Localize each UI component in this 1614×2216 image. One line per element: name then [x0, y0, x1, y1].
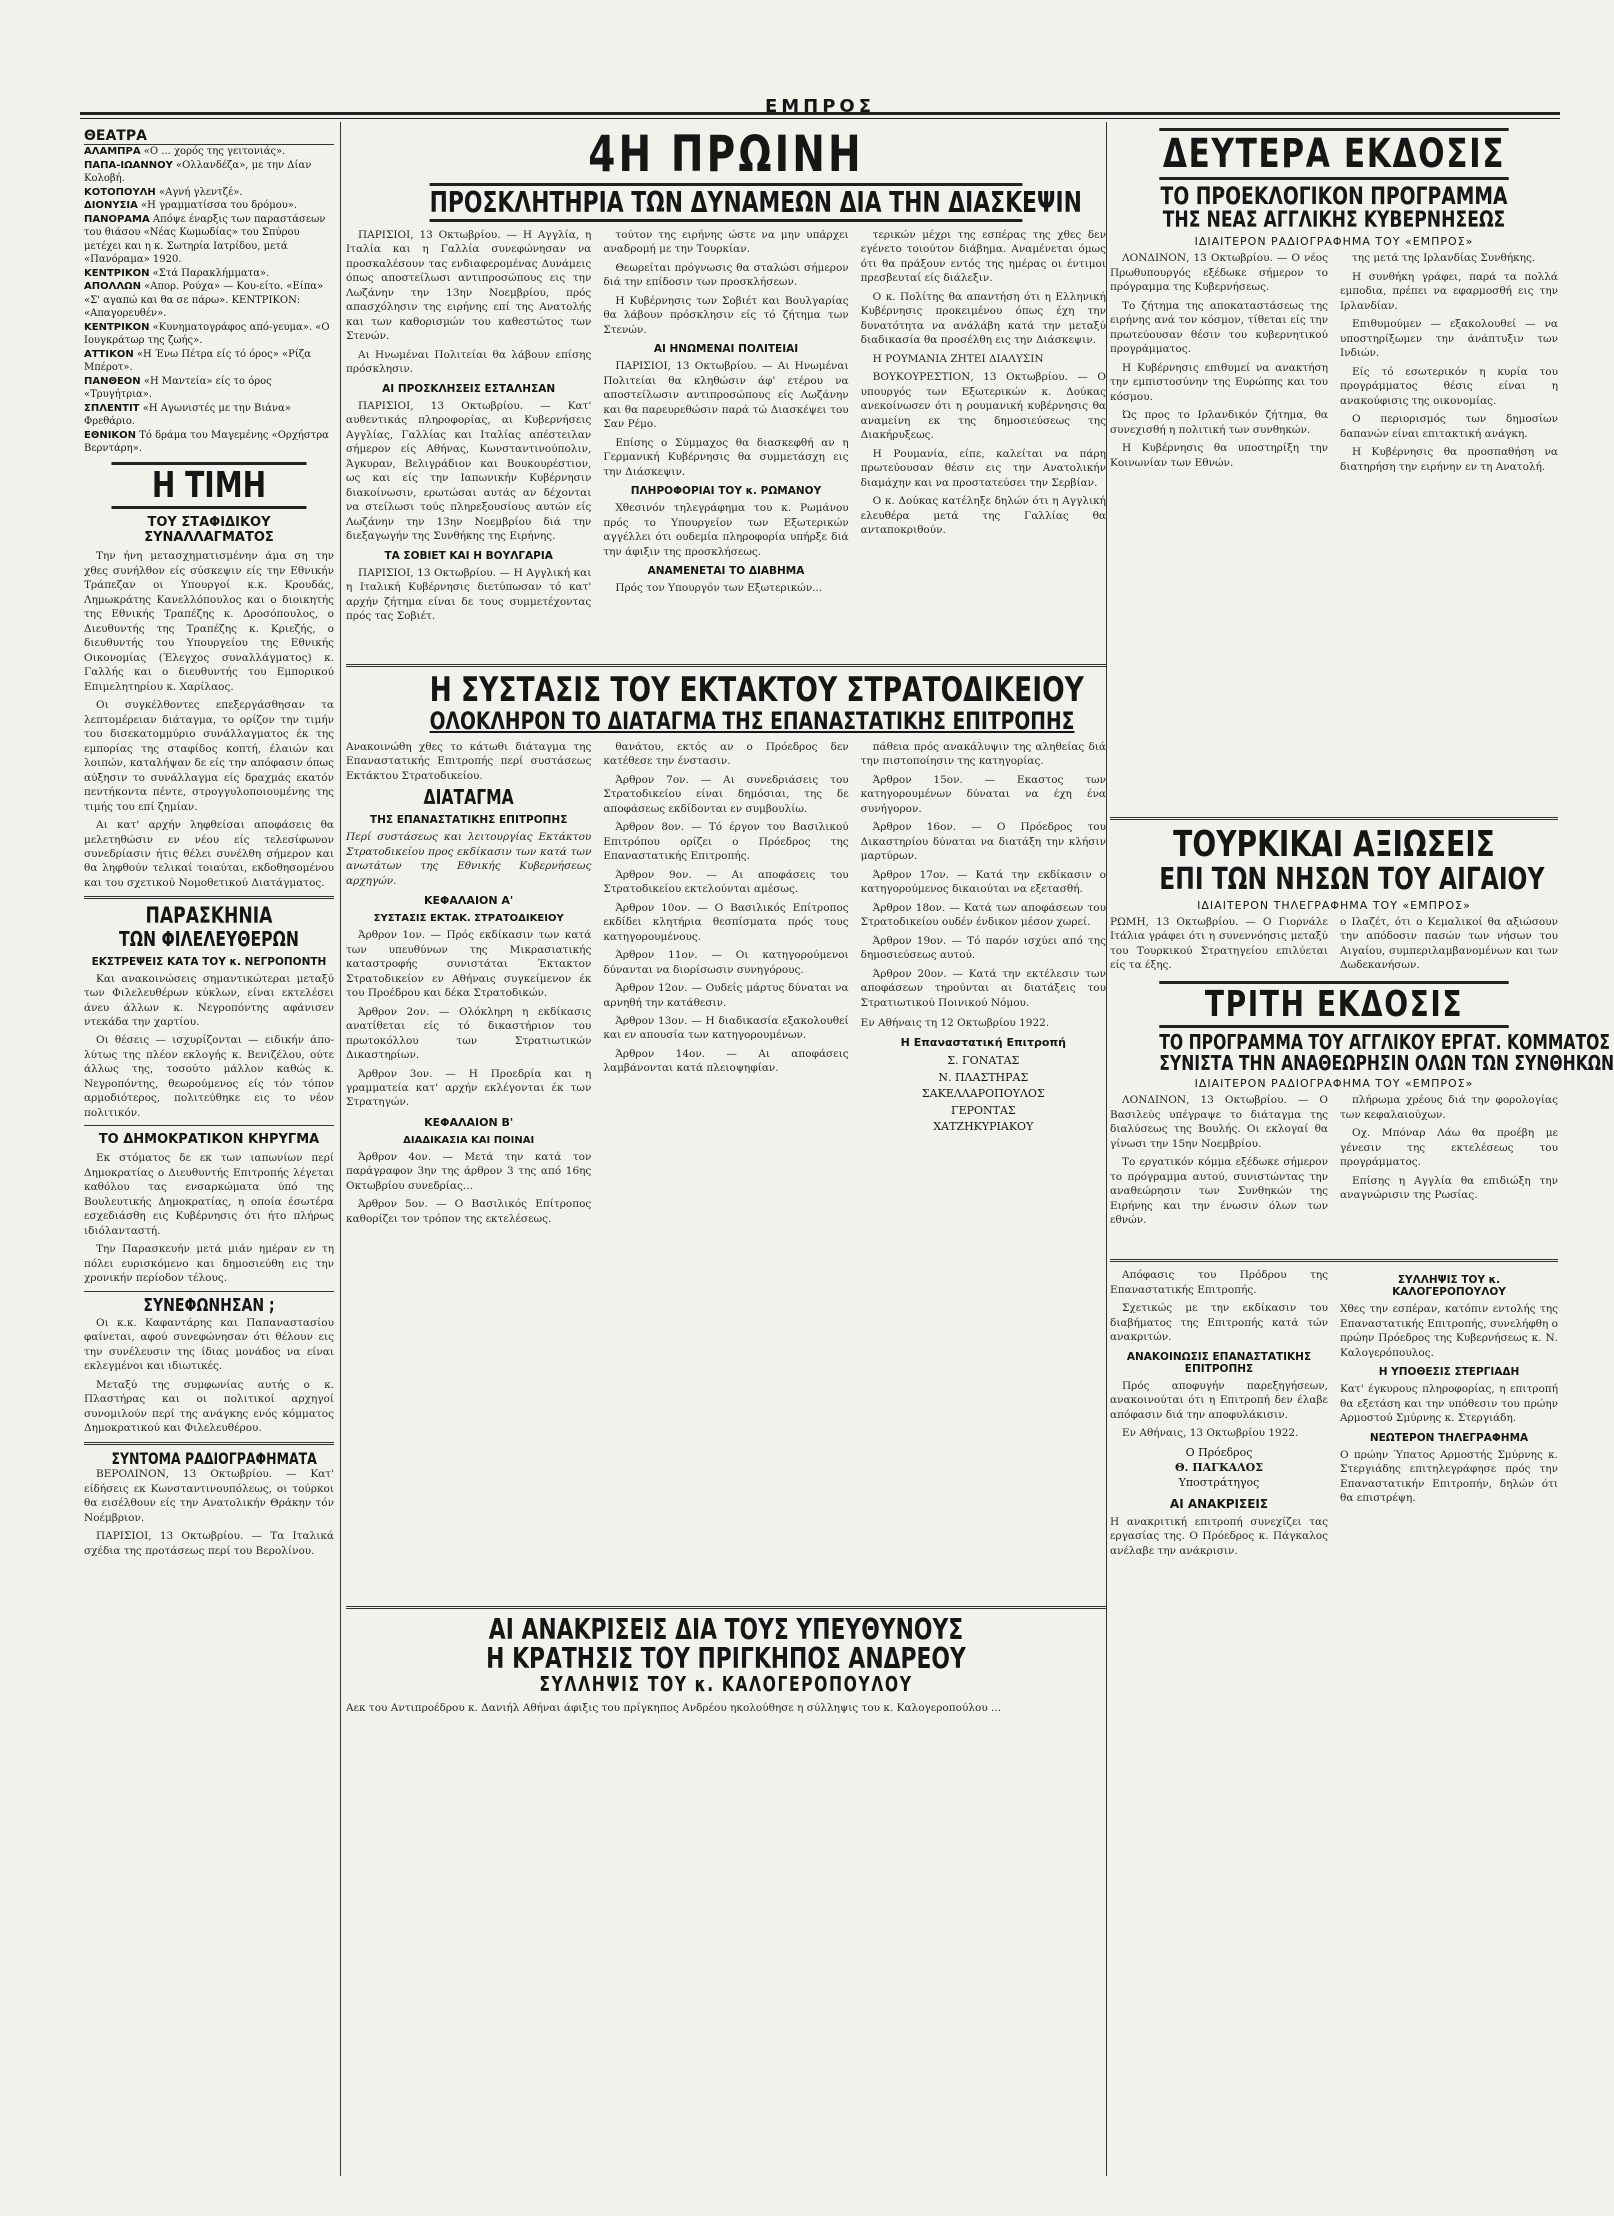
paragraph: Άρθρον 3ον. — Η Προεδρία και η γραμματεία κατ' αρχήν εκλέγονται έκ των Στρατηγών. [346, 1067, 592, 1109]
signature-block [1110, 1445, 1328, 1491]
paragraph: Άρθρον 8ον. — Τό έργον του Βασιλικού Επιτρόπου ορίζει ο Πρόεδρος της Επαναστατικής Επιτροπής. [603, 821, 849, 863]
theatre-listing [84, 159, 334, 186]
signature-rank: Υποστράτηγος [1178, 1476, 1260, 1490]
edition-title: ΤΡΙΤΗ ΕΚΔΟΣΙΣ [1159, 981, 1508, 1029]
article-columns [1110, 1093, 1558, 1253]
signer-name: ΣΑΚΕΛΛΑΡΟΠΟΥΛΟΣ [921, 1087, 1045, 1101]
section-subhead: ΤΑ ΣΟΒΙΕΤ ΚΑΙ Η ΒΟΥΛΓΑΡΙΑ [384, 549, 553, 562]
decree-columns [346, 740, 1106, 1600]
article-subtitle: ΤΟΥ ΣΤΑΦΙΔΙΚΟΥ ΣΥΝΑΛΛΑΓΜΑΤΟΣ [144, 515, 274, 546]
paragraph: Ο κ. Πολίτης θα απαντήση ότι η Ελληνική Κυβέρνησις προκειμένου όπως έχη την δυνατότητα να ανάλάβη κατά την μεταξύ διαδικασία θα προσέλθη εις την Διάσκεψιν. [860, 290, 1106, 347]
theatre-listing [84, 280, 334, 321]
signature-title: Ο Πρόεδρος [1185, 1445, 1253, 1459]
section-subhead: ΝΕΩΤΕΡΟΝ ΤΗΛΕΓΡΑΦΗΜΑ [1369, 1431, 1529, 1444]
paragraph: Οι κ.κ. Καφαντάρης και Παπαναστασίου φαίνεται, αφού συνεφώνησαν ότι θέλουν εις την συνέλευσιν της ίδιας μονάδος να είναι εκλεγμένοι και ιδιωτικές. [84, 1316, 334, 1373]
masthead-rule [80, 112, 1560, 115]
article-body [1110, 1379, 1328, 1441]
theatre-listing [84, 402, 334, 429]
paragraph: Επιθυμούμεν — εξακολουθεί — να υποστηρίξωμεν την άνάπτυξιν των Ινδιών. [1340, 318, 1558, 360]
center-column [346, 125, 1106, 2176]
theatre-program: «Κυνηματογράφος από-γευμα». «Ο Ιουγκράτωρ της ζωής». [84, 321, 330, 346]
divider [1110, 817, 1558, 820]
secondary-headline: ΣΥΝΙΣΤΑ ΤΗΝ ΑΝΑΘΕΩΡΗΣΙΝ ΟΛΩΝ ΤΩΝ ΣΥΝΘΗΚΩΝ [1159, 1051, 1614, 1076]
main-headline: ΤΟ ΠΡΟΓΡΑΜΜΑ ΤΟΥ ΑΓΓΛΙΚΟΥ ΕΡΓΑΤ. ΚΟΜΜΑΤΟΣ [1159, 1030, 1611, 1055]
theatre-listing [84, 429, 334, 456]
article-body [1110, 251, 1328, 811]
theatre-name: ΑΠΟΛΛΩΝ [84, 281, 141, 292]
signer-name: ΓΕΡΟΝΤΑΣ [950, 1103, 1016, 1117]
paragraph: θανάτου, εκτός αν ο Πρόεδρος δεν κατέθεσε την ένστασιν. [603, 740, 849, 768]
section-subhead: ΣΥΛΛΗΨΙΣ ΤΟΥ κ. ΚΑΛΟΓΕΡΟΠΟΥΛΟΥ [1392, 1274, 1506, 1299]
article-body [603, 501, 848, 559]
main-headline: ΑΙ ΑΝΑΚΡΙΣΕΙΣ ΔΙΑ ΤΟΥΣ ΥΠΕΥΘΥΝΟΥΣ [488, 1612, 964, 1646]
article-title-line2: ΤΩΝ ΦΙΛΕΛΕΥΘΕΡΩΝ [119, 926, 299, 951]
paragraph: Επίσης ο Σύμμαχος θα διασκεφθή αν η Γερμανική Κυβέρνησις θα συμμετάσχη εις την Διάσκεψιν. [603, 436, 849, 478]
paragraph: Άρθρον 19ον. — Τό παρόν ισχύει από της δημοσιεύσεως αυτού. [860, 934, 1106, 962]
paragraph: Άρθρον 14ον. — Αι αποφάσεις λαμβάνονται κατά πλειοψηφίαν. [603, 1047, 849, 1075]
paragraph: Την Παρασκευήν μετά μιάν ημέραν εν τη πόλει ευρισκόμενο και δημοσιεύθη εις την χρονικήν περίοδον τέλους. [84, 1243, 334, 1285]
theatre-name: ΑΤΤΙΚΟΝ [84, 348, 134, 360]
paragraph: Άρθρον 17ον. — Κατά την εκδίκασιν ο κατηγορούμενος δικαιούται να εξετασθή. [860, 868, 1106, 896]
paragraph: Μεταξύ της συμφωνίας αυτής ο κ. Πλαστήρας και οι πολιτικοί αρχηγοί συνομιλούν περί της ανάγκης ενός κόμματος Δημοκρατικού και Φιλελευθέρου. [84, 1378, 334, 1435]
theatre-listing [84, 321, 334, 348]
chapter-title: ΚΕΦΑΛΑΙΟΝ Α' [424, 894, 514, 908]
paragraph: Άρθρον 9ον. — Αι αποφάσεις του Στρατοδικείου εκτελούνται αμέσως. [603, 868, 849, 896]
decree-articles [346, 928, 591, 1110]
article-title: ΣΥΝΤΟΜΑ ΡΑΔΙΟΓΡΑΦΗΜΑΤΑ [111, 1448, 317, 1468]
article-title: Η ΤΙΜΗ [112, 462, 307, 510]
article-body [84, 1316, 334, 1436]
paragraph: πάθεια πρός ανακάλυψιν της αληθείας διά την πιστοποίησιν της κατηγορίας. [860, 740, 1106, 768]
section-subhead: ΑΙ ΠΡΟΣΚΛΗΣΕΙΣ ΕΣΤΑΛΗΣΑΝ [382, 382, 556, 395]
article-body [1340, 1093, 1558, 1253]
secondary-headline: ΕΠΙ ΤΩΝ ΝΗΣΩΝ ΤΟΥ ΑΙΓΑΙΟΥ [1159, 862, 1545, 898]
dispatch-label: ΙΔΙΑΙΤΕΡΟΝ ΤΗΛΕΓΡΑΦΗΜΑ ΤΟΥ «ΕΜΠΡΟΣ» [1197, 898, 1471, 912]
paragraph: ΠΑΡΙΣΙΟΙ, 13 Οκτωβρίου. — Η Αγγλία, η Ιταλία και η Γαλλία συνεφώνησαν να προσκαλέσουν τας ενδιαφερομένας Δυνάμεις όπως αποστείλωσι αντιπροσώπους εις την Λωζάνην την 13ην Νοεμβρίου, πρός απασχόλησιν της ειρήνης επί της Ανατολής και των καθορισμών του καθεστώτος των Στενών. [346, 228, 592, 343]
paragraph: τερικών μέχρι της εσπέρας της χθες δεν εγένετο τοιούτον διάβημα. Αναμένεται όμως ότι θα πράξουν εντός της ημέρας οι έντιμοι πρεσβευταί είς διάλεξιν. [860, 228, 1106, 285]
signer-name: Ν. ΠΛΑΣΤΗΡΑΣ [938, 1070, 1029, 1084]
divider [84, 896, 334, 899]
article-title: ΣΥΝΕΦΩΝΗΣΑΝ ; [143, 1294, 275, 1316]
signature-name: Θ. ΠΑΓΚΑΛΟΣ [1175, 1461, 1263, 1475]
chapter-subtitle: ΣΥΣΤΑΣΙΣ ΕΚΤΑΚ. ΣΤΡΑΤΟΔΙΚΕΙΟΥ [373, 913, 564, 925]
paragraph: Ο περιορισμός των δημοσίων δαπανών είναι επιτακτική ανάγκη. [1340, 413, 1558, 440]
paragraph: Οχ. Μπόναρ Λάω θα προέβη με γένεσιν της εκτελέσεως του προγράμματος. [1340, 1127, 1558, 1169]
theatre-program: Απόψε έναρξις των παραστάσεων του θιάσου «Νέας Κωμωδίας» του Σπύρου μετέχει και η κ. Σωτηρία Ιατρίδου, μετά «Πανόραμα» 1920. [84, 213, 326, 265]
main-headline: ΤΟΥΡΚΙΚΑΙ ΑΞΙΩΣΕΙΣ [1173, 824, 1495, 866]
paragraph: ΠΑΡΙΣΙΟΙ, 13 Οκτωβρίου. — Τα Ιταλικά σχέδια της προτάσεως περί του Βερολίνου. [84, 1530, 334, 1557]
paragraph: ΠΑΡΙΣΙΟΙ, 13 Οκτωβρίου. — Αι Ηνωμέναι Πολιτείαι θα κληθώσιν άφ' ετέρου να αποστείλωσιν αντιπροσώπους είς Λωζάνην και θα παρευρεθώσιν παρά τώ Διασκέψει του Σαν Ρέμο. [603, 360, 849, 431]
paragraph: Εν Αθήναις, 13 Οκτωβρίου 1922. [1122, 1427, 1299, 1440]
paragraph: Η ΡΟΥΜΑΝΙΑ ΖΗΤΕΙ ΔΙΑΛΥΣΙΝ [872, 352, 1044, 365]
paragraph: Αι κατ' αρχήν ληφθείσαι αποφάσεις θα μελετηθώσιν εν νέου είς τελεσίφωνον συνεδρίασιν ήτις θέλει συνέλθη σήμερον και θα ληφθούν τελικαί τοιαύται, εκδοθησομένου και του σχετικού Νομοθετικού Διατάγματος. [84, 819, 334, 889]
article-body [1110, 1093, 1328, 1253]
theatre-name: ΠΑΝΟΡΑΜΑ [84, 213, 150, 225]
article-body [84, 1467, 334, 1558]
main-headline: ΤΟ ΠΡΟΕΚΛΟΓΙΚΟΝ ΠΡΟΓΡΑΜΜΑ [1160, 182, 1508, 210]
edition-title: 4Η ΠΡΩΙΝΗ [588, 125, 864, 183]
masthead-rule-thin [80, 118, 1560, 119]
paragraph: ΛΟΝΔΙΝΟΝ, 13 Οκτωβρίου. — Ο Βασιλεύς υπέγραψε το διάταγμα της διαλύσεως της Βουλής. Οι εκλογαί θα γίνωσι την 15ην Νοεμβρίου. [1110, 1094, 1328, 1150]
article-body: ΡΩΜΗ, 13 Οκτωβρίου. — Ο Γιορνάλε Ιτάλια γράφει ότι η συνεννόησις μεταξύ του Τουρκικού Στρατηγείου επιλύεται είς τα έξης. [1110, 915, 1328, 972]
decree-note: Περί συστάσεως και λειτουργίας Εκτάκτου Στρατοδικείου προς εκδίκασιν των κατά των ανωτάτων της Εθνικής Κυβερνήσεως αρχηγών. [346, 831, 592, 887]
divider [84, 1125, 334, 1126]
theatre-listing [84, 267, 334, 281]
paragraph: Ώς προς το Ιρλανδικόν ζήτημα, θα συνεχισθή η πολιτική των συνθηκών. [1110, 409, 1328, 436]
decree-signature-title: Η Επαναστατική Επιτροπή [900, 1036, 1066, 1050]
signer-name: Σ. ΓΟΝΑΤΑΣ [947, 1054, 1020, 1068]
theatre-program: «Ολλανδέζα», με την Δίαν Κολοβή. [84, 159, 312, 184]
theatre-listing [84, 186, 334, 200]
paragraph: Η συνθήκη γράφει, παρά τα πολλά εμποδια, πρέπει να εφαρμοσθή εις την Ιρλανδίαν. [1340, 270, 1558, 312]
decree-signers [861, 1053, 1106, 1136]
secondary-headline: ΤΗΣ ΝΕΑΣ ΑΓΓΛΙΚΗΣ ΚΥΒΕΡΝΗΣΕΩΣ [1162, 208, 1506, 234]
paragraph: Άρθρον 10ον. — Ο Βασιλικός Επίτροπος εκδίδει κλητήρια θεσπίσματα πρός τους κατηγορουμένους. [603, 901, 849, 943]
paragraph: Άρθρον 16ον. — Ο Πρόεδρος του Δικαστηρίου δύναται να διατάξη την κλήσιν μαρτύρων. [860, 821, 1106, 863]
paragraph: ΒΕΡΟΛΙΝΟΝ, 13 Οκτωβρίου. — Κατ' είδήσεις εκ Κωνσταντινουπόλεως, οι τούρκοι θα εισέλθουν είς την Ανατολικήν Θράκην τόν Νοέμβριον. [84, 1468, 334, 1524]
article-columns [1110, 915, 1558, 973]
paragraph: Άρθρον 20ον. — Κατά την εκτέλεσιν των αποφάσεων τηρούνται αι διατάξεις του Στρατιωτικού Ποινικού Νόμου. [860, 967, 1106, 1009]
divider [346, 1606, 1106, 1609]
running-head: ΕΜΠΡΟΣ [764, 96, 876, 117]
paragraph: Άρθρον 5ον. — Ο Βασιλικός Επίτροπος καθορίζει τον τρόπον της εκτελέσεως. [346, 1198, 592, 1225]
paragraph: Η Ρουμανία, είπε, καλείται να πάρη πρωτεύουσαν θέσιν εις την Ανατολικήν διαμάχην και να προστατεύσει την Σερβίαν. [860, 447, 1106, 489]
divider [346, 664, 1106, 667]
paragraph: Άρθρον 13ον. — Η διαδικασία εξακολουθεί και εν απουσία των κατηγορουμένων. [603, 1015, 849, 1042]
theatre-program: «Η Μαντεία» είς το όρος «Τρυγήτρια». [84, 375, 272, 400]
theatre-listing [84, 348, 334, 375]
paragraph: Άρθρον 15ον. — Εκαστος των κατηγορουμένων δύναται να έχη ένα συνήγορον. [860, 773, 1106, 815]
theatre-program: «Αγνή γλεντζέ». [155, 186, 243, 198]
article-body [1340, 251, 1558, 811]
paragraph: Θεωρείται πρόγνωσις θα σταλώσι σήμερον διά την επίδοσιν των προσκλήσεων. [603, 261, 849, 289]
left-column [84, 128, 334, 2176]
paragraph: Άρθρον 18ον. — Κατά των αποφάσεων του Στρατοδικείου ουδέν ένδικον μέσον χωρεί. [860, 901, 1106, 929]
paragraph: Την ήνη μετασχηματισμένην άμα ση την χθες συνήλθον είς σύσκεψιν είς την Εθνικήν Τράπεζαν οι Υπουργοί κ.κ. Κρουδάς, Λημωκράτης Κανελλόπουλος και ο διοικητής της Εθνικής Τραπέζης κ. Δροσόπουλος, ο Διευθυντής της Τραπέζης κ. Κριεζής, ο διευθυντής του Υπουργείου της Εθνικής Οικονομίας (Έλεγχος συναλλάγματος) κ. Γαλλής και ο διευθυντής του Εμπορικού Επιμελητηρίου κ. Χαρίλαος. [84, 550, 334, 693]
theatre-name: ΣΠΛΕΝΤΙΤ [84, 402, 140, 414]
paragraph: Η Κυβέρνησις θα προσπαθήση να διατηρήση την ειρήνην εν τη Ανατολή. [1340, 446, 1558, 473]
divider [84, 1442, 334, 1445]
theatre-program: «Η γραμματίσσα του δρόμου». [137, 200, 298, 211]
article-columns [346, 228, 1106, 658]
paragraph: Είς τό εσωτερικόν η κυρία του προγράμματος θέσις είναι η ανακούφισις της οικονομίας. [1340, 365, 1558, 407]
article-body: Χθες την εσπέραν, κατόπιν εντολής της Επαναστατικής Επιτροπής, συνελήφθη ο πρώην Πρόεδρος της Κυβερνήσεως κ. Ν. Καλογερόπουλος. [1340, 1303, 1558, 1359]
paragraph: Πρός αποφυγήν παρεξηγήσεων, ανακοινούται ότι η Επιτροπή δεν έλαβε απόφασιν διά την αποφυλάκισιν. [1110, 1379, 1328, 1421]
paragraph: Άρθρον 1ον. — Πρός εκδίκασιν των κατά των υπευθύνων της Μικρασιατικής καταστροφής συνιστάται Έκτακτον Στρατοδικείον εν Αθήναις συγκείμενον έκ του Προέδρου και δέκα Στρατοδικών. [346, 929, 592, 1000]
paragraph: Η Κυβέρνησις επιθυμεί να ανακτήση την εμπιστοσύνην της Ευρώπης και του κόσμου. [1110, 361, 1328, 403]
decree-articles [603, 740, 848, 1076]
article-body [84, 549, 334, 890]
theatre-program: «Η Ένω Πέτρα είς τό όρος» «Ρίζα Μπέροτ». [84, 348, 311, 373]
paragraph: Το ζήτημα της αποκαταστάσεως της ειρήνης ανά τον κόσμον, τίθεται είς την πρωτεύουσαν θέσιν του κυβερνητικού προγράμματος. [1110, 299, 1328, 356]
dispatch-label: ΙΔΙΑΙΤΕΡΟΝ ΡΑΔΙΟΓΡΑΦΗΜΑ ΤΟΥ «ΕΜΠΡΟΣ» [1194, 1077, 1474, 1091]
article-columns [1110, 1268, 1558, 1828]
paragraph: Επίσης η Αγγλία θα επιδιώξη την αναγνώρισιν της Ρωσίας. [1340, 1174, 1558, 1202]
column-divider [340, 122, 341, 2176]
theatre-listing [84, 145, 334, 159]
secondary-headline: ΟΛΟΚΛΗΡΟΝ ΤΟ ΔΙΑΤΑΓΜΑ ΤΗΣ ΕΠΑΝΑΣΤΑΤΙΚΗΣ ΕΠΙΤΡΟΠΗΣ [429, 706, 1075, 735]
section-subhead: ΠΛΗΡΟΦΟΡΙΑΙ ΤΟΥ κ. ΡΩΜΑΝΟΥ [630, 485, 822, 498]
theatre-name: ΠΑΝΘΕΟΝ [84, 375, 141, 387]
article-body [84, 1151, 334, 1285]
article-title: ΠΑΡΑΣΚΗΝΙΑ [145, 904, 273, 930]
paragraph: Οι θέσεις — ισχυρίζονται — ειδικήν άπο-λύτως της πλέον εκλογής κ. Βενιζέλου, ούτε άλλως της, τοσούτο μάλλον καθώς κ. Νεγροπόντης, θεωρούμενος είς τόν τόπον αρμοδιότερος, πολιτεύθηκε εις το νέον πολιτικόν. [84, 1034, 334, 1119]
paragraph: ΛΟΝΔΙΝΟΝ, 13 Οκτωβρίου. — Ο νέος Πρωθυπουργός εξέδωκε σήμερον το πρόγραμμα της Κυβερνήσεως. [1110, 252, 1328, 294]
article-body [861, 228, 1106, 366]
edition-title: ΔΕΥΤΕΡΑ ΕΚΔΟΣΙΣ [1159, 128, 1508, 180]
section-subhead: Η ΥΠΟΘΕΣΙΣ ΣΤΕΡΓΙΑΔΗ [1378, 1366, 1520, 1379]
right-column [1110, 128, 1614, 2176]
section-subhead: ΑΙ ΑΝΑΚΡΙΣΕΙΣ [1169, 1496, 1269, 1511]
paragraph: Ο κ. Δούκας κατέληξε δηλών ότι η Αγγλική ελευθέρα μετά της Γαλλίας θα ανταποκριθούν. [860, 495, 1106, 537]
column-divider [1106, 122, 1107, 2176]
divider [84, 1291, 334, 1292]
article-body [603, 228, 848, 337]
paragraph: Άρθρον 11ον. — Οι κατηγορούμενοι δύνανται να διορίσωσιν συνηγόρους. [603, 949, 849, 976]
article-body [603, 359, 848, 479]
paragraph: ΠΑΡΙΣΙΟΙ, 13 Οκτωβρίου. — Κατ' αυθεντικάς πληροφορίας, αι Κυβερνήσεις Αγγλίας, Γαλλίας και Ιταλίας απέστειλαν σήμερον είς Αθήνας, Κωνσταντινούπολιν, Άγκυραν, Βελιγράδιον και Βουκουρέστιον, ως και είς την Ιαπωνικήν Κυβέρνησιν διακοίνωσιν, ερωτώσαι αυτάς αν δέχονται να στείλωσι τούς πληρεξουσίους αυτών είς Λωζάνην την 13ην Νοεμβρίου διά την διεξαγωγήν της Συνθήκης της Ειρήνης. [346, 399, 592, 543]
decree-subtitle: ΤΗΣ ΕΠΑΝΑΣΤΑΤΙΚΗΣ ΕΠΙΤΡΟΠΗΣ [369, 814, 568, 827]
decree-intro: Ανακοινώθη χθες το κάτωθι διάταγμα της Επαναστατικής Επιτροπής περί συστάσεως Εκτάκτου Στρατοδικείου. [346, 740, 592, 782]
paragraph: Η Κυβέρνησις θα υποστηρίξη την Κοινωνίαν των Εθνών. [1110, 442, 1328, 469]
theatre-listing [84, 213, 334, 267]
article-body: Αεκ του Αντιπροέδρου κ. Δανιήλ Αθήναι άφιξις του πρίγκηπος Ανδρέου ηκολούθησε η σύλληψις του κ. Καλογεροπούλου ... [346, 1701, 1002, 1714]
theatre-listings [84, 145, 334, 456]
article-columns [1110, 251, 1558, 811]
divider [1110, 1259, 1558, 1262]
article-body [1110, 1268, 1328, 1344]
paragraph: Χθεσινόν τηλεγράφημα του κ. Ρωμάνου πρός το Υπουργείον των Εξωτερικών αγγέλλει ότι ουδεμία πληροφορία υπήρξε διά την άφιξιν της προσκλήσεως. [603, 502, 849, 558]
decree-articles [861, 740, 1106, 1010]
paragraph: Άρθρον 7ον. — Αι συνεδριάσεις του Στρατοδικείου είναι δημόσιαι, της δε αποφάσεως εκδίδονται εν συμβουλίω. [603, 773, 849, 815]
theatre-name: ΠΑΠΑ-ΙΩΑΝΝΟΥ [84, 159, 173, 171]
theatre-program: «Απορ. Ρούχα» — Κου-είτο. «Είπα» «Σ' αγαπώ και θα σε πάρω». ΚΕΝΤΡΙΚΟΝ: «Απαγορευθέν». [84, 281, 324, 319]
paragraph: Άρθρον 2ον. — Ολόκληρη η εκδίκασις ανατίθεται είς τό δικαστήριον του πρωτοκόλλου των Στρατιωτικών Δικαστηρίων. [346, 1005, 592, 1062]
article-body: Κατ' έγκυρους πληροφορίας, η επιτροπή θα εξετάση και την υπόθεσιν του πρώην Αρμοστού Σμύρνης κ. Στεργιάδη. [1340, 1383, 1558, 1425]
theatre-listings-title: ΘΕΑΤΡΑ [84, 128, 334, 145]
theatre-name: ΚΕΝΤΡΙΚΟΝ [84, 267, 150, 279]
paragraph: Η Κυβέρνησις των Σοβιέτ και Βουλγαρίας θα λάβουν πρόσκλησιν είς τό ζήτημα των Στενών. [603, 294, 849, 336]
section-subhead: ΑΝΑΚΟΙΝΩΣΙΣ ΕΠΑΝΑΣΤΑΤΙΚΗΣ ΕΠΙΤΡΟΠΗΣ [1126, 1350, 1312, 1375]
article-body [603, 581, 848, 595]
article-body [84, 972, 334, 1121]
article-subtitle: ΕΚΣΤΡΕΨΕΙΣ ΚΑΤΑ ΤΟΥ κ. ΝΕΓΡΟΠΟΝΤΗ [91, 955, 327, 968]
paragraph: Άρθρον 12ον. — Ουδείς μάρτυς δύναται να αρνηθή την κατάθεσιν. [603, 982, 849, 1009]
article-body [346, 566, 591, 624]
theatre-program: Τό δράμα του Μαγεμένης «Ορχήστρα Βερντάρη». [84, 429, 329, 454]
paragraph: Σχετικώς με την εκδίκασιν του διαβήματος της Επιτροπής κατά τών ανακριτών. [1110, 1302, 1328, 1344]
theatre-program: «Στά Παρακλήμματα». [149, 267, 270, 279]
theatre-name: ΚΕΝΤΡΙΚΟΝ [84, 321, 150, 333]
article-body [346, 399, 591, 544]
decree-title: ΔΙΑΤΑΓΜΑ [423, 785, 514, 810]
paragraph: Απόφασις του Πρόδρου της Επαναστατικής Επιτροπής. [1110, 1269, 1328, 1296]
theatre-program: «Η Αγωνιστές με την Βιάνα» Φρεθάριο. [84, 402, 291, 427]
theatre-name: ΔΙΟΝΥΣΙΑ [84, 200, 138, 211]
decree-articles [346, 1150, 591, 1226]
main-headline: Η ΣΥΣΤΑΣΙΣ ΤΟΥ ΕΚΤΑΚΤΟΥ ΣΤΡΑΤΟΔΙΚΕΙΟΥ [429, 669, 1084, 710]
theatre-name: ΑΛΑΜΠΡΑ [84, 146, 141, 157]
theatre-program: «Ο ... χορός της γειτονιάς». [140, 146, 286, 157]
theatre-listing [84, 375, 334, 402]
dispatch-label: ΙΔΙΑΙΤΕΡΟΝ ΡΑΔΙΟΓΡΑΦΗΜΑ ΤΟΥ «ΕΜΠΡΟΣ» [1194, 235, 1474, 249]
main-headline: ΠΡΟΣΚΛΗΤΗΡΙΑ ΤΩΝ ΔΥΝΑΜΕΩΝ ΔΙΑ ΤΗΝ ΔΙΑΣΚΕΨΙΝ [430, 183, 1023, 222]
paragraph: Πρός τον Υπουργόν των Εξωτερικών... [615, 582, 823, 595]
article-body: Ο πρώην Ύπατος Αρμοστής Σμύρνης κ. Στεργιάδης επιτηλεγράφησε πρός την Επαναστατικήν Επιτροπήν, δηλών ότι θα επιστρέψη. [1340, 1448, 1558, 1505]
paragraph: ΒΟΥΚΟΥΡΕΣΤΙΟΝ, 13 Οκτωβρίου. — Ο υπουργός των Εξωτερικών κ. Δούκας ανεκοίνωσεν ότι η ρουμανική κυβέρνησις θα αναμείνη εκ της δημοσιεύσεως της Διακήρυξεως. [860, 371, 1106, 442]
article-title: ΤΟ ΔΗΜΟΚΡΑΤΙΚΟΝ ΚΗΡΥΓΜΑ [98, 1132, 320, 1148]
paragraph: Και ανακοινώσεις σημαντικώτεραι μεταξύ των Φιλελευθέρων κύκλων, είναι εκτελέσει άνευ άλλων κ. Νεγροπόντης αφάνισεν ντεκάδα την χαρτίου. [84, 972, 334, 1028]
signer-name: ΧΑΤΖΗΚΥΡΙΑΚΟΥ [933, 1120, 1034, 1134]
chapter-title: ΚΕΦΑΛΑΙΟΝ Β' [424, 1115, 514, 1129]
paragraph: Άρθρον 4ον. — Μετά την κατά τον παράγραφον 3ην της άρθρον 3 της από 16ης Οκτωβρίου συνεδρίας... [346, 1150, 592, 1192]
paragraph: Το εργατικόν κόμμα εξέδωκε σήμερον το πρόγραμμα αυτού, συνιστώντας την αναθεώρησιν των Συνθηκών της Ειρήνης και την ένωσιν όλων των εθνών. [1110, 1156, 1328, 1227]
section-subhead: ΑΝΑΜΕΝΕΤΑΙ ΤΟ ΔΙΑΒΗΜΑ [647, 565, 805, 578]
article-body [861, 370, 1106, 537]
paragraph: της μετά της Ιρλανδίας Συνθήκης. [1352, 252, 1536, 265]
article-body: Η ανακριτική επιτροπή συνεχίζει τας εργασίας της. Ο Πρόεδρος κ. Πάγκαλος ανέλαβε την ανάκρισιν. [1110, 1515, 1328, 1557]
section-subhead: ΑΙ ΗΝΩΜΕΝΑΙ ΠΟΛΙΤΕΙΑΙ [653, 343, 799, 356]
secondary-headline: Η ΚΡΑΤΗΣΙΣ ΤΟΥ ΠΡΙΓΚΗΠΟΣ ΑΝΔΡΕΟΥ [486, 1642, 966, 1676]
theatre-name: ΕΘΝΙΚΟΝ [84, 429, 137, 441]
chapter-subtitle: ΔΙΑΔΙΚΑΣΙΑ ΚΑΙ ΠΟΙΝΑΙ [403, 1134, 535, 1146]
article-body [346, 228, 591, 377]
theatre-name: ΚΟΤΟΠΟΥΛΗ [84, 186, 156, 198]
paragraph: πλήρωμα χρέους διά την φορολογίας των κεφαλαιούχων. [1340, 1094, 1558, 1121]
decree-place-date: Εν Αθήναις τη 12 Οκτωβρίου 1922. [860, 1017, 1050, 1029]
article-body: ο Ιλαζέτ, ότι ο Κεμαλικοί θα αξιώσουν την απόδοσιν πασών των νήσων του Αιγαίου, συμπεριλαμβανομένων και των Δωδεκανήσων. [1340, 915, 1558, 972]
paragraph: Οι συγκέλθοντες επεξεργάσθησαν τα λεπτομέρειαν διάταγμα, το ορίζον την τιμήν του δισεκατομμύριο συνάλλαγματος έκ της εμπορίας της σταφίδος κοπτή, έλαιών και λοιπών, καταλήψαν δε είς την απόφασιν όπως αύξησιν το συνάλλαγμα είς δραχμάς εκατόν πεντήκοντα πέντε, στρογγυλοποιουμένης της τιμής του επί ζημίαν. [84, 699, 334, 813]
tertiary-headline: ΣΥΛΛΗΨΙΣ ΤΟΥ κ. ΚΑΛΟΓΕΡΟΠΟΥΛΟΥ [539, 1671, 913, 1696]
paragraph: ΠΑΡΙΣΙΟΙ, 13 Οκτωβρίου. — Η Αγγλική και η Ιταλική Κυβέρνησις διετύπωσαν τό κατ' αρχήν ζήτημα είναι δε τους συμμετέχοντας πρός τας Σοβιέτ. [346, 566, 592, 623]
theatre-listing [84, 199, 334, 213]
paragraph: Εκ στόματος δε εκ των ιαπωνίων περί Δημοκρατίας ο Διευθυντής Επιτροπής λέγεται καθόλου τας ενσαρκώματα ύπό της Βουλευτικής Δημοκρατίας, η οποία έσωτέρα εσχεδιάσθη εις Κυβέρνησις ότι ήτο πλήρως ιδιόλανταστή. [84, 1152, 334, 1237]
paragraph: τούτον της ειρήνης ώστε να μην υπάρχει αναδρομή με την Τουρκίαν. [603, 228, 849, 256]
paragraph: Αι Ηνωμέναι Πολιτείαι θα λάβουν επίσης πρόσκλησιν. [346, 348, 592, 376]
